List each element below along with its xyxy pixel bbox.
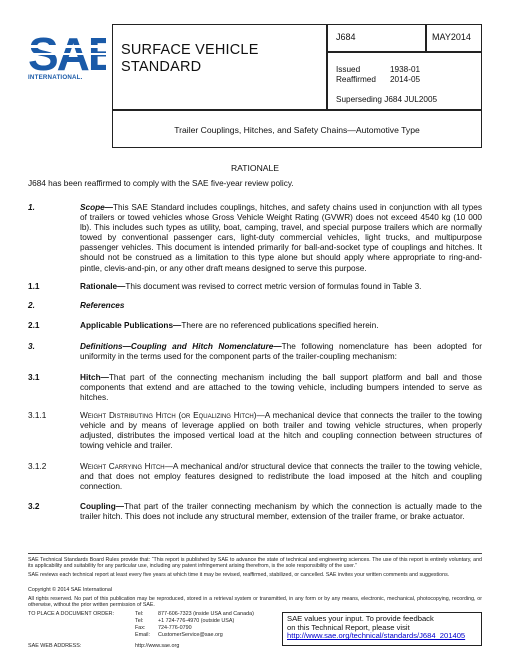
section-3-1-1-text: A mechanical device that connects the trailer to the towing vehicle and by means of leverage applied on both trailer and towing vehicle structures, when properly adjusted, distributes the imposed vertical load at the hitch and coupling connection between structures of towing vehicle and trailer. bbox=[80, 411, 482, 451]
title-line-2: STANDARD bbox=[121, 59, 202, 75]
section-3-1-1-title: Weight Distributing Hitch (or Equalizing Hitch)— bbox=[80, 411, 265, 420]
footer-rules: SAE Technical Standards Board Rules provide that: “This report is published by SAE to advance the state of technical and engineering sciences. The use of this report is entirely voluntary, and its applicability and suitability for any particular use, including any patent infringement arising therefrom, is the sole responsibility of the user.” bbox=[28, 557, 482, 570]
reaffirmed-value: 2014-05 bbox=[390, 75, 421, 84]
section-3-2-title: Coupling— bbox=[80, 502, 124, 511]
section-2-title: References bbox=[80, 301, 125, 310]
section-3-1-2-number: 3.1.2 bbox=[28, 462, 47, 471]
email-label: Email: bbox=[135, 632, 150, 638]
section-1-1-text: This document was revised to correct metric version of formulas found in Table 3. bbox=[125, 282, 422, 291]
email-value[interactable]: CustomerService@sae.org bbox=[158, 632, 223, 638]
feedback-box bbox=[282, 612, 482, 646]
footer-rights: All rights reserved. No part of this publication may be reproduced, stored in a retrieval system or transmitted, in any form or by any means, electronic, mechanical, photocopying, recording, or otherwise, without the prior written permission of SAE. bbox=[28, 596, 482, 609]
rationale-heading: RATIONALE bbox=[230, 163, 280, 173]
tel-label: Tel: bbox=[135, 611, 144, 617]
reaffirmed-label: Reaffirmed bbox=[336, 75, 376, 84]
section-2-1 bbox=[80, 321, 482, 331]
tel2-value: +1 724-776-4970 (outside USA) bbox=[158, 618, 235, 624]
section-3 bbox=[80, 342, 482, 362]
sae-logo-subtitle: INTERNATIONAL. bbox=[28, 74, 83, 81]
section-2-1-number: 2.1 bbox=[28, 321, 40, 330]
section-2 bbox=[80, 301, 482, 311]
feedback-link[interactable]: http://www.sae.org/technical/standards/J684_201405 bbox=[287, 631, 466, 641]
section-3-title: Definitions—Coupling and Hitch Nomenclature— bbox=[80, 342, 282, 351]
superseding-text: Superseding J684 JUL2005 bbox=[336, 95, 438, 104]
issued-label: Issued bbox=[336, 65, 361, 74]
section-3-1-1-number: 3.1.1 bbox=[28, 411, 47, 420]
section-1-1 bbox=[80, 282, 482, 292]
fax-value: 724-776-0790 bbox=[158, 625, 192, 631]
section-3-1-2-text: A mechanical and/or structural device that connects the trailer to the towing vehicle, and that does not employ features designed to redistribute the load imposed at the hitch and coupling connection. bbox=[80, 462, 482, 492]
section-3-1-number: 3.1 bbox=[28, 373, 40, 382]
issued-value: 1938-01 bbox=[390, 65, 421, 74]
section-3-text: The following nomenclature has been adopted for uniformity in the terms used for the component parts of the trailer-coupling mechanism: bbox=[80, 342, 482, 362]
section-3-1-2-title: Weight Carrying Hitch— bbox=[80, 462, 173, 471]
section-3-2-text: That part of the trailer connecting mechanism by which the connection is actually made to the trailer hitch. This does not include any structural member, extension of the trailer frame, or brake actuator. bbox=[80, 502, 482, 522]
section-2-1-title: Applicable Publications— bbox=[80, 321, 182, 330]
section-3-2-number: 3.2 bbox=[28, 502, 40, 511]
feedback-line-1: SAE values your input. To provide feedback bbox=[287, 614, 434, 623]
section-3-2 bbox=[80, 502, 482, 522]
section-1-text: This SAE Standard includes couplings, hitches, and safety chains used in conjunction with all types of trailers or towed vehicles whose Gross Vehicle Weight Rating (GVWR) does not exceed 4540 kg (10 000 lb). This includes such types as utility, boat, camping, travel, and special purpose trailers which are normally towed by conventional passenger cars, light-duty commercial vehicles, light trucks, and multipurpose passenger vehicles. This document is intended primarily for ball-and-socket type of couplings and hitches. It should not be construed as a limitation to this type alone but should apply where appropriate to ring-and-pintle, clevis-and-pin, or any other draft means designed to serve this purpose. bbox=[80, 203, 482, 273]
standard-type-box bbox=[112, 24, 327, 110]
title-line-1: SURFACE VEHICLE bbox=[121, 42, 259, 58]
order-label: TO PLACE A DOCUMENT ORDER: bbox=[28, 611, 115, 617]
standard-type-title bbox=[121, 42, 259, 76]
section-3-1-1 bbox=[80, 411, 482, 451]
section-1-scope bbox=[80, 203, 482, 274]
doc-date-box bbox=[426, 24, 482, 52]
issue-info-box bbox=[327, 52, 482, 110]
footer-review: SAE reviews each technical report at least every five years at which time it may be revised, reaffirmed, stabilized, or cancelled. SAE invites your written comments and suggestions. bbox=[28, 572, 450, 578]
footer-divider bbox=[28, 553, 482, 554]
section-3-1-title: Hitch— bbox=[80, 373, 109, 382]
document-title: Trailer Couplings, Hitches, and Safety Chains—Automotive Type bbox=[174, 125, 420, 135]
section-2-number: 2. bbox=[28, 301, 35, 310]
section-1-number: 1. bbox=[28, 203, 35, 212]
doc-number-box bbox=[327, 24, 426, 52]
tel-value: 877-606-7323 (inside USA and Canada) bbox=[158, 611, 254, 617]
section-2-1-text: There are no referenced publications specified herein. bbox=[181, 321, 379, 330]
rationale-text: J684 has been reaffirmed to comply with the SAE five-year review policy. bbox=[28, 179, 294, 188]
section-3-1-text: That part of the connecting mechanism including the ball support platform and ball and those components that extend and are attached to the towing vehicle, including bumpers intended to serve as hitches. bbox=[80, 373, 482, 403]
section-1-1-number: 1.1 bbox=[28, 282, 40, 291]
feedback-line-2: on this Technical Report, please visit bbox=[287, 622, 410, 632]
web-value[interactable]: http://www.sae.org bbox=[135, 643, 180, 649]
section-3-1 bbox=[80, 373, 482, 403]
doc-number: J684 bbox=[336, 32, 356, 42]
section-3-number: 3. bbox=[28, 342, 35, 351]
fax-label: Fax: bbox=[135, 625, 146, 631]
section-3-1-2 bbox=[80, 462, 482, 492]
web-label: SAE WEB ADDRESS: bbox=[28, 643, 82, 649]
section-1-title: Scope— bbox=[80, 203, 114, 212]
tel2-label: Tel: bbox=[135, 618, 144, 624]
doc-date: MAY2014 bbox=[432, 32, 471, 42]
footer-copyright: Copyright © 2014 SAE International bbox=[28, 587, 112, 593]
section-1-1-title: Rationale— bbox=[80, 282, 126, 291]
document-title-box bbox=[112, 110, 482, 148]
